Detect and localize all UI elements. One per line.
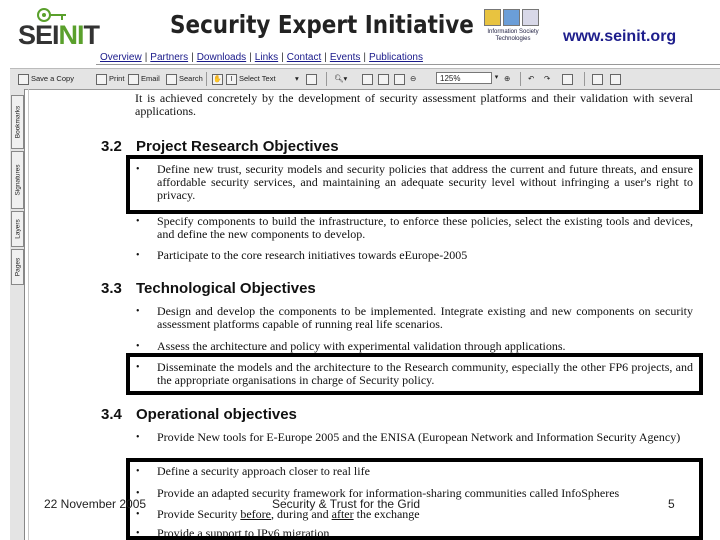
bullet-icon: • (136, 466, 140, 477)
text-fragment: Provide Security (157, 507, 241, 521)
bullet-icon: • (136, 432, 140, 443)
list-item: Assess the architecture and policy with experimental validation through applications. (157, 339, 566, 353)
bullet-icon: • (136, 216, 140, 227)
zoom-level-field[interactable]: 125% (436, 72, 492, 84)
list-item: Specify components to build the infrastructure, to enforce these policies, select the existing tools and devices, and define the new components to develop. (157, 214, 693, 241)
section-heading-3-4 (101, 406, 297, 423)
chevron-down-icon: ▾ (295, 74, 299, 83)
nav-events[interactable]: Events (329, 52, 361, 63)
section-heading-3-3 (101, 280, 316, 297)
bullet-icon: • (136, 528, 140, 539)
tab-label: Bookmarks (14, 105, 21, 139)
print-label: Print (109, 74, 125, 83)
section-title: Project Research Objectives (136, 138, 339, 155)
text-fragment: , during and (270, 507, 332, 521)
footer-date: 22 November 2005 (44, 497, 147, 511)
chevron-down-icon: ▾ (343, 74, 348, 83)
list-item: Provide a support to IPv6 migration (157, 526, 330, 540)
section-number: 3.3 (101, 280, 122, 297)
list-item: Provide an adapted security framework for information-sharing communities called InfoSpheres (157, 486, 620, 500)
bullet-icon: • (136, 509, 140, 520)
bullet-icon: • (136, 250, 140, 261)
bullet-icon: • (136, 362, 140, 373)
tab-label: Layers (14, 219, 21, 239)
search-label: Search (179, 74, 203, 83)
list-item: Define a security approach closer to real life (157, 464, 370, 478)
partner-caption: Information Society Technologies (487, 29, 539, 42)
bullet-icon: • (136, 341, 140, 352)
tab-label: Signatures (14, 164, 21, 196)
intro-paragraph: It is achieved concretely by the development of security assessment platforms and their validation with several applications. (135, 91, 693, 118)
bullet-icon: • (136, 488, 140, 499)
nav-contact[interactable]: Contact (286, 52, 322, 63)
section-title: Operational objectives (136, 406, 297, 423)
list-item: Participate to the core research initiatives towards eEurope-2005 (157, 248, 468, 262)
section-number: 3.4 (101, 406, 122, 423)
minus-icon: ⊖ (410, 74, 417, 83)
text-fragment: the exchange (353, 507, 420, 521)
nav-partners[interactable]: Partners (150, 52, 189, 63)
nav-publications[interactable]: Publications (369, 52, 423, 63)
highlight-box (126, 155, 703, 214)
text-fragment: after (331, 507, 354, 521)
site-title: Security Expert Initiative (170, 10, 474, 39)
save-copy-label: Save a Copy (31, 74, 74, 83)
chevron-down-icon[interactable]: ▾ (494, 74, 499, 81)
rotate-icon: ↶ (528, 74, 535, 83)
list-item: Provide New tools for E-Europe 2005 and the ENISA (European Network and Information Security Agency) (157, 431, 681, 444)
list-item: Define new trust, security models and security policies that address the current and future threats, and ensure affordable security services, and maintaining an adequate security level without infringing a user's right to privacy. (157, 162, 693, 202)
select-text-label: Select Text (239, 74, 276, 83)
highlight-box (126, 353, 703, 395)
rotate-icon: ↷ (544, 74, 551, 83)
nav-overview[interactable]: Overview (100, 52, 142, 63)
bullet-icon: • (136, 164, 140, 175)
email-label: Email (141, 74, 160, 83)
text-fragment: before (240, 507, 271, 521)
bullet-icon: • (136, 306, 140, 317)
site-url[interactable]: www.seinit.org (563, 28, 677, 45)
tab-label: Pages (14, 257, 21, 277)
section-heading-3-2 (101, 138, 339, 155)
text-cursor-icon: I (226, 74, 237, 85)
magnifier-icon: 🔍︎ (334, 74, 344, 83)
list-item: Disseminate the models and the architecture to the Research community, especially the other FP6 projects, and the appropriate organisations in charge of Security policy. (157, 360, 693, 387)
nav-downloads[interactable]: Downloads (196, 52, 247, 63)
list-item: Design and develop the components to be implemented. Integrate existing and new components on security assessment platforms capable of running real life scenarios. (157, 304, 693, 331)
site-nav: Overview | Partners | Downloads | Links | Contact | Events | Publications (100, 52, 423, 63)
footer-page-number: 5 (668, 497, 675, 511)
section-number: 3.2 (101, 138, 122, 155)
section-title: Technological Objectives (136, 280, 316, 297)
nav-links[interactable]: Links (254, 52, 279, 63)
plus-icon: ⊕ (504, 74, 511, 83)
logo-text: SEINIT (18, 20, 100, 50)
hand-icon: ✋ (213, 75, 222, 83)
footer-title: Security & Trust for the Grid (272, 497, 421, 511)
